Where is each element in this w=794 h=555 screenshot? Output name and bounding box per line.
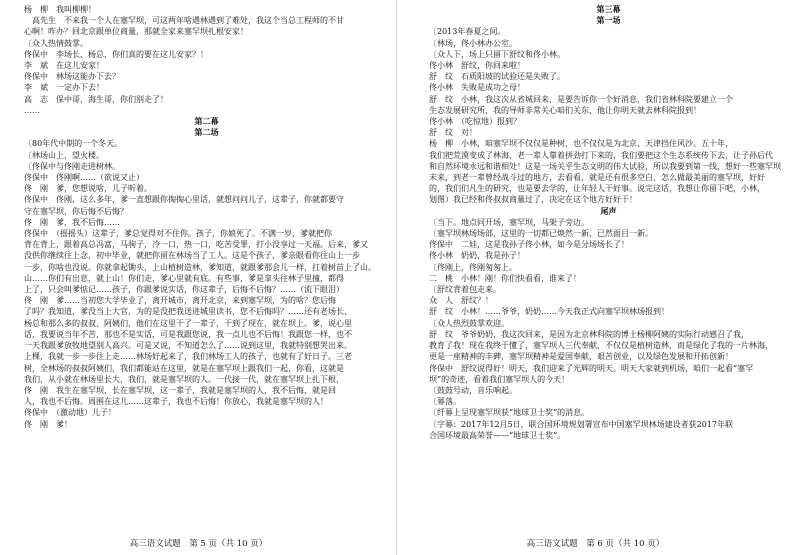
text-line: 佟 刚 爹，我不后悔…… [24, 217, 120, 227]
text-line: 生态发展研究所，我的导师非常关心咱们关东，他让你明天就去林科院报到！ [429, 105, 701, 115]
stage-direction: 〔幕落。 [429, 397, 461, 407]
scene-heading: 第二场 [194, 127, 219, 138]
text-line: 上了，只会叫爹惦记……孩子，你跟爹说实话，你这辈子，后悔不后悔？……（流下眼泪） [24, 285, 344, 295]
text-line: 和自然环境永远和谐相处！这是一场关乎生态文明的伟大试验，所以我要到第一线，想好一些塞罕坝 [429, 161, 781, 171]
text-line: 背在背上，跟着高总冯富，马驹子，冷一口，热一口，吃苦受罪，打小没享过一天福。后来，爹又 [24, 240, 368, 250]
text-line: 佟 刚 爹，您想说啥，儿子听着。 [24, 184, 152, 194]
epilogue-heading: 尾声 [600, 205, 617, 216]
text-line: 佟 刚 爹！ [24, 419, 72, 429]
text-line: 舒 纹 对！ [429, 128, 477, 138]
stage-direction: 〔塞罕坝林场场部，这里的一切都已焕然一新，已然面目一新。 [429, 229, 653, 239]
text-line: 舒 纹 小林！……爷爷，奶奶……今天我正式向塞罕坝林场报到！ [429, 307, 669, 317]
text-line: 话，我要说当年不苦，那也不是实话，可是我跟您说，我一点儿也不后悔！我跟您一样，也不 [24, 329, 352, 339]
stage-direction: 〔众人下，场上只留下舒纹和佟小林。 [429, 49, 565, 59]
text-line: 上棵，我就一步一步往上走……林场好起来了，我们林场工人的孩子，也就有了好日子。三老 [24, 352, 352, 362]
text-line: 高先生 不来我一个人在塞罕坝，可这两年啥遇林遇到了难处，我这个当总工程师的不甘 [32, 16, 344, 26]
text-line: 佟保中 二娃，这是我孙子佟小林，如今是分场场长了！ [429, 240, 629, 250]
text-line: 舒 纹 小林，我这次从省城回来，是要告诉你一个好消息，我们省林科院要建立一个 [429, 94, 733, 104]
text-line: 佟保中 佟刚，这么多年，爹一直想跟你掏掏心里话，就想问问儿子，这辈子，你就都要守 [24, 195, 344, 205]
text-line: 划图）我已经和佟叔叔商量过了，决定在这个地方好好干！ [429, 195, 637, 205]
text-line: 佟保中 （摇摇头）这辈子，爹总觉得对不住你。孩子，你娘死了。不满一岁，爹就把你 [24, 229, 332, 239]
stage-direction: 〔当下。地点同开场，塞罕坝，马架子旁边。 [429, 217, 589, 227]
text-line: 舒 纹 爷爷奶奶，我这次回来，是因为北京林科院的博士杨柳阿姨的实际行动感召了我， [429, 329, 749, 339]
text-line: 〔字幕：2017年12月5日，联合国环境规划署宣布中国塞罕坝林场建设者获2017年联 [429, 419, 733, 429]
stage-direction: 〔林场，佟小林办公室。 [429, 38, 517, 48]
act-heading: 第三幕 [596, 4, 621, 14]
act-heading: 第二幕 [194, 116, 219, 127]
text-line: 二 桃 小林！刚！你们快看看，谁来了！ [429, 273, 581, 283]
stage-direction: 〔佟刚上，佟刚匆匆上。 [429, 262, 517, 272]
text-line: 树，全林场的叔叔阿姨们，我们都能站在这里，就是在塞罕坝上跟我们一起，你看，这就是 [24, 363, 344, 373]
text-line: 李 斌 在这儿安家！ [24, 61, 104, 71]
text-line: 众 人 舒纹？！ [429, 296, 493, 306]
text-line: 更是一座精神的丰碑，塞罕坝精神是爱国奉献，艰苦创业，以及绿色发展和开拓创新！ [429, 352, 733, 362]
text-line: 佟小林 舒纹，你回来啦！ [429, 61, 525, 71]
stage-direction: 〔林场山上，望火楼。 [24, 150, 104, 160]
text-line: 杨总和那么多的叔叔、阿姨们，他们在这里干了一辈子，干到了现在，就在坝上。爹，说心里 [24, 318, 352, 328]
text-line: 佟小林 奶奶，我是孙子！ [429, 251, 525, 261]
text-line: 舒 纹 石质阳坡的试验还是失败了。 [429, 72, 565, 82]
text-line: 佟保中 林场这能办下去？ [24, 72, 120, 82]
text-line: 高 志 保中哥，海生哥，你们别走了！ [24, 94, 168, 104]
page-footer: 高三语文试题 第 5 页（共 10 页） [129, 539, 268, 549]
scene-heading: 第一场 [596, 15, 621, 26]
stage-direction: 〔鼓鼓号动，音乐响起。 [429, 385, 517, 395]
text-line: 心啊！咋办？回北京跟单位商量，那就全家来塞罕坝扎根安家！ [24, 27, 248, 37]
stage-direction: 〔佟保中与佟刚走进树林。 [24, 161, 120, 171]
text-line: 未来，到老一辈曾经战斗过的地方，去看看，就是还有很多空白，怎么做最美丽的塞罕坝，好好 [429, 173, 765, 183]
text-line: 教育了我！现在我终于懂了，塞罕坝人三代奉献，不仅仅是植树造林，而是绿化了我的一片林海， [429, 341, 773, 351]
text-line: 坝”的奇迹，看着我们塞罕坝人的今天！ [429, 374, 570, 384]
stage-direction: 〔纤幕上呈现塞罕坝获“地球卫士奖”的消息。 [429, 408, 590, 418]
text-line: 佟小林 （吃惊地）报到？ [429, 117, 521, 127]
text-line: 佟保中 佟刚啊……（欲说又止） [24, 173, 144, 183]
text-line: 李 斌 一定办下去！ [24, 83, 104, 93]
right-page [397, 0, 794, 555]
text-line: 我们把荒漠变成了林海，老一辈人靠着拼劲打下来的，我们要把这个生态系统传下去，让子孙后代 [429, 150, 773, 160]
stage-direction: 〔80年代中期的一个冬天。 [24, 139, 123, 149]
text-line: 的，我们们凡生的研究，也是要去学的，让年轻人干好事。说完这话，我想让你留下吧，小林， [429, 184, 765, 194]
text-line: 佟 刚 爹……当初您大学毕业了，离开城市，离开北京，来到塞罕坝，为的啥？您后悔 [24, 296, 336, 306]
text-line: 佟小林 失败是成功之母！ [429, 83, 525, 93]
text-line: 佟 刚 我生在塞罕坝，长在塞罕坝，这一辈子，我就是塞罕坝的人，我不后悔，就是回 [24, 385, 336, 395]
stage-direction: 〔众人热烈鼓掌欢迎。 [429, 318, 509, 328]
text-line: 杨 柳 我叫柳柳！ [24, 5, 96, 14]
text-line: 了吗？我知道，爹没当上大官，为的是没把我送进城里读书，您不后悔吗？……还有老场长、 [24, 307, 352, 317]
text-line: 守在塞罕坝，你后悔不后悔？ [24, 206, 128, 216]
text-line: 人，我也不后悔。周围在这儿……这辈子，我也不后悔！你放心，我就是塞罕坝的人！ [24, 397, 328, 407]
stage-direction: 〔2013年春夏之间。 [429, 27, 506, 37]
text-line: 杨 柳 小林，咱塞罕坝不仅仅是种树，也不仅仅是为北京、天津挡住风沙。五十年， [429, 139, 733, 149]
text-line: 佟保中 李场长、杨总，你们真的要在这儿安家？！ [24, 49, 208, 59]
text-line: 一天我跟爹放牧地望别人高兴。可是又说，不知道怎么了……说到这里，我就特别想哭出来。 [24, 341, 352, 351]
stage-direction: 〔舒纹背着包走来。 [429, 285, 501, 295]
page-footer: 高三语文试题 第 6 页（共 10 页） [526, 539, 665, 549]
text-line: 佟保中 （激动地）儿子！ [24, 408, 116, 418]
text-line: 佟保中 舒纹说得好！明天，我们迎来了光辉的明天。明天大家就到机场，咱们一起看“塞罕 [429, 363, 754, 373]
text-line: 山……你们有出息，就上山！你们走，爹心里就有底。有些事，爹是拿头往林子里撞，都得 [24, 273, 344, 283]
stage-direction: 〔众人热情鼓掌。 [24, 38, 88, 48]
text-line: 一步，你啥也没说。你就拿起锄头，上山植树造林，爹知道，就跟爹那会儿一样，扛着树苗上了山。 [24, 262, 376, 272]
ellipsis: …… [24, 105, 40, 115]
text-line: 合国环境最高荣誉——“地球卫士奖”。 [429, 430, 566, 440]
text-line: 我们，从小就在林场里长大，我们，就是塞罕坝的人。一代接一代，就在塞罕坝上扎下根， [24, 374, 344, 384]
text-line: 没供你继续往上念，初中毕业，就把你留在林场当了工人。这是个孩子，爹亲眼看你往山上一步 [24, 251, 360, 261]
